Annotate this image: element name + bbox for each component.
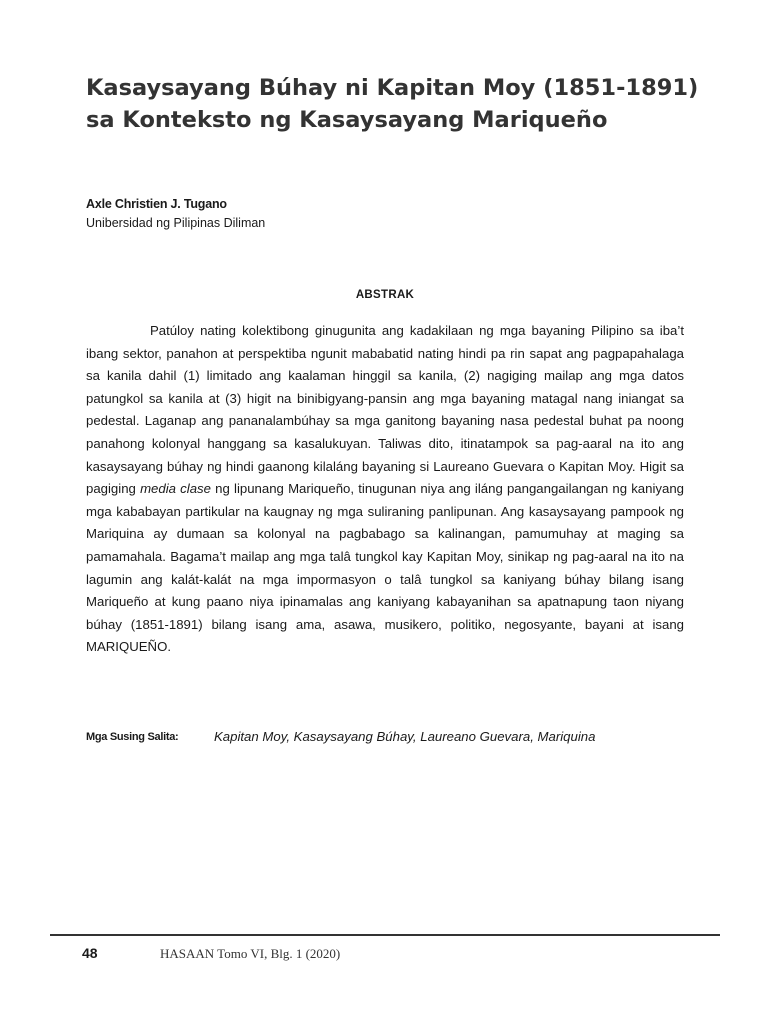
abstract-body (86, 320, 684, 659)
article-title: Kasaysayang Búhay ni Kapitan Moy (1851-1891) sa Konteksto ng Kasaysayang Mariqueño (86, 75, 699, 133)
keywords-label: Mga Susing Salita: (86, 731, 179, 743)
journal-citation: HASAAN Tomo VI, Blg. 1 (2020) (160, 946, 341, 961)
abstract-text-part1: Patúloy nating kolektibong ginugunita ang kadakilaan ng mga bayaning Pilipino sa iba’t ibang sektor, panahon at perspektiba ngunit mababatid nating hindi pa rin sapat ang pagpapahalaga sa kanila dahil (1) limitado ang kaalaman hinggil sa kanila, (2) nagiging mailap ang mga datos patungkol sa kanila at (3) higit na binibigyang-pansin ang mga bayaning matagal nang iniangat sa pedestal. Laganap ang pananalambúhay sa mga ganitong bayaning nasa pedestal buhat pa noong panahong kolonyal hanggang sa kasalukuyan. Taliwas dito, itinatampok sa pag-aaral na ito ang kasaysayang búhay ng hindi gaanong kilaláng bayaning si Laureano Guevara o Kapitan Moy. Higit sa pagiging (86, 323, 684, 497)
abstract-emphasis: media clase (140, 481, 211, 497)
author-affiliation: Unibersidad ng Pilipinas Diliman (86, 216, 266, 230)
abstract-text-part2: ng lipunang Mariqueño, tinugunan niya ang iláng pangangailangan ng kaniyang mga kababayan partikular na kaugnay ng mga suliraning panlipunan. Ang kasaysayang pampook ng Mariquina ay dumaan sa kolonyal na pagbabago sa kalinangan, pamumuhay at maging sa pamamahala. Bagama’t mailap ang mga talâ tungkol kay Kapitan Moy, sinikap ng pag-aaral na ito na lagumin ang kalát-kalát na mga impormasyon o talâ tungkol sa kaniyang búhay bilang isang Mariqueño at kung paano niya ipinamalas ang kaniyang kabayanihan sa apatnapung taon niyang búhay (1851-1891) bilang isang ama, asawa, musikero, politiko, negosyante, bayani at isang MARIQUEÑO. (86, 481, 685, 655)
footer-divider (50, 934, 720, 936)
page-number: 48 (82, 945, 98, 961)
abstract-heading: ABSTRAK (355, 289, 415, 301)
author-name: Axle Christien J. Tugano (86, 197, 227, 211)
keywords-text: Kapitan Moy, Kasaysayang Búhay, Laureano Guevara, Mariquina (214, 729, 596, 744)
